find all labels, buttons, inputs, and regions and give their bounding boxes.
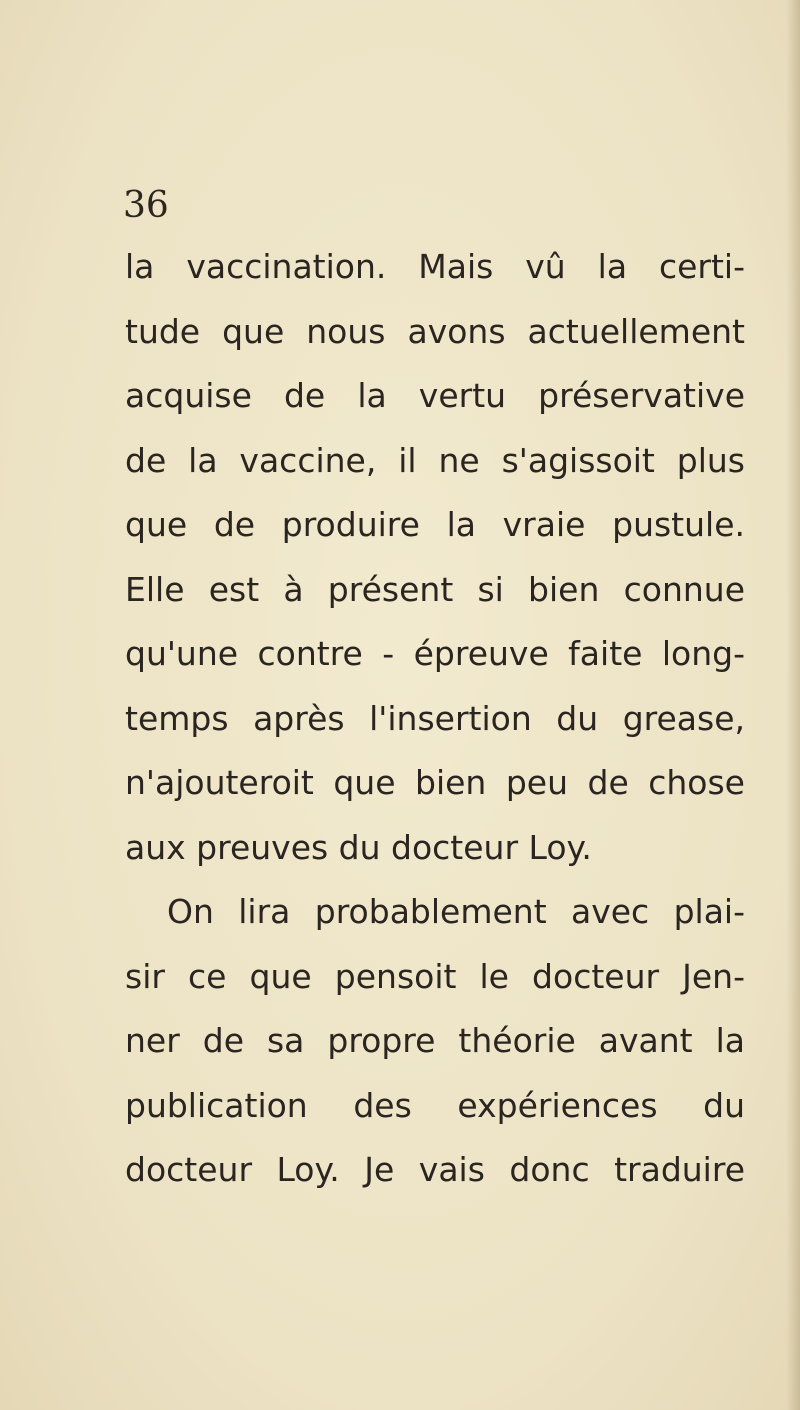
text-line: la vaccination. Mais vû la certi- bbox=[125, 247, 745, 286]
text-line: que de produire la vraie pustule. bbox=[125, 505, 745, 544]
text-line: temps après l'insertion du grease, bbox=[125, 698, 745, 738]
text-line: qu'une contre - épreuve faite long- bbox=[125, 634, 745, 673]
page-edge-shadow bbox=[786, 0, 800, 1410]
text-line: acquise de la vertu préservative bbox=[125, 376, 745, 415]
page-number: 36 bbox=[123, 185, 169, 226]
text-line: docteur Loy. Je vais donc traduire bbox=[125, 1150, 745, 1189]
text-line: sir ce que pensoit le docteur Jen- bbox=[125, 956, 745, 996]
text-line: ner de sa propre théorie avant la bbox=[125, 1021, 745, 1060]
text-line: n'ajouteroit que bien peu de chose bbox=[125, 763, 745, 802]
text-line: tude que nous avons actuellement bbox=[125, 311, 745, 351]
text-line: On lira probablement avec plai- bbox=[167, 892, 745, 931]
text-line: aux preuves du docteur Loy. bbox=[125, 827, 592, 867]
text-line: Elle est à présent si bien connue bbox=[125, 569, 745, 609]
body-text bbox=[125, 235, 745, 1203]
text-line: de la vaccine, il ne s'agissoit plus bbox=[125, 440, 745, 480]
text-line: publication des expériences du bbox=[125, 1085, 745, 1125]
